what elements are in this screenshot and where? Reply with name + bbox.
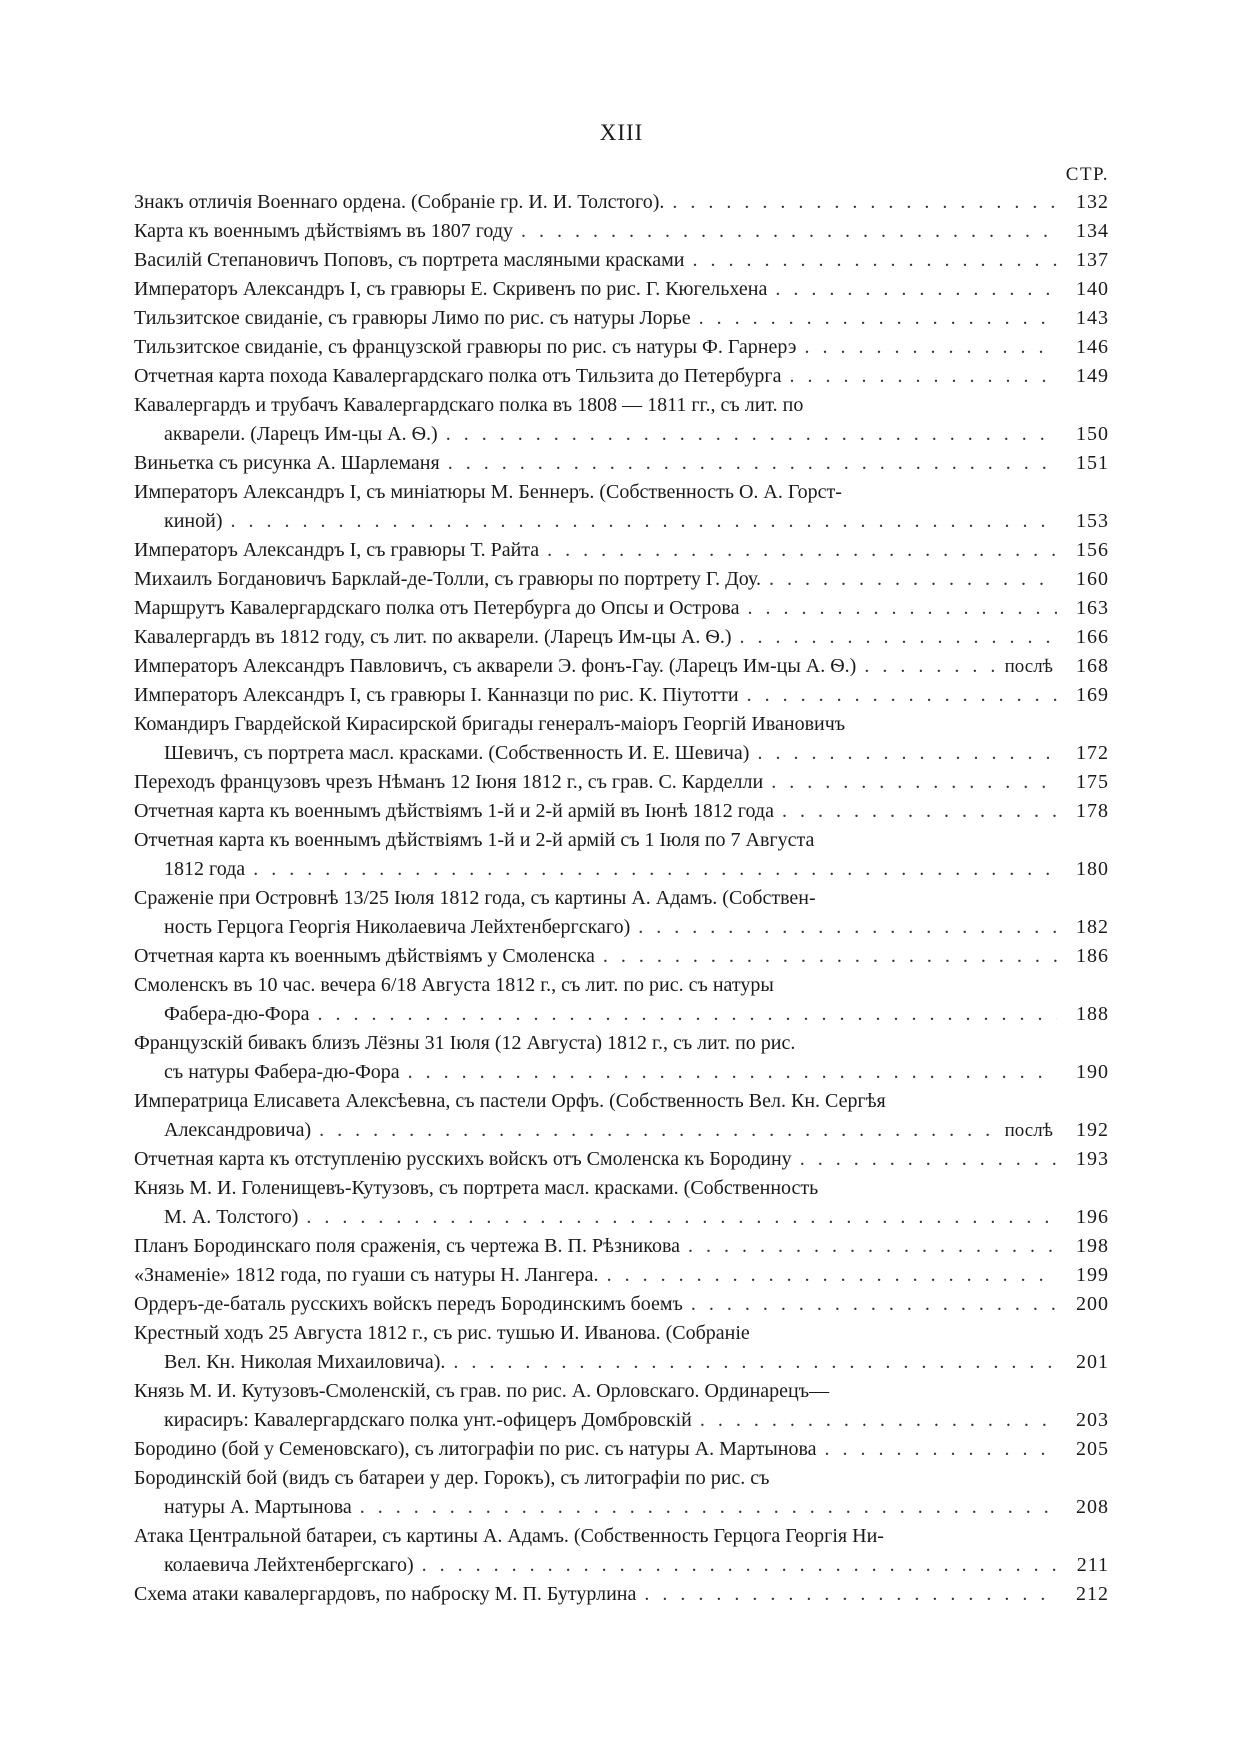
list-item: [134, 1522, 1109, 1580]
dot-leader: [775, 275, 1057, 304]
list-item: [134, 1319, 1109, 1377]
entry-page-number: 166: [1076, 626, 1109, 648]
dot-leader: [769, 565, 1057, 594]
entry-page-number: 200: [1076, 1293, 1109, 1315]
entry-page-number: 203: [1076, 1409, 1109, 1431]
entry-text: Сраженіе при Островнѣ 13/25 Іюля 1812 года, съ картины А. Адамъ. (Собствен-: [134, 887, 816, 909]
entry-title-line: [134, 275, 1109, 304]
entry-text: Кавалергардъ и трубачъ Кавалергардскаго полка въ 1808 — 1811 гг., съ лит. по: [134, 394, 804, 416]
entry-text: Французскій бивакъ близъ Лёзны 31 Іюля (12 Августа) 1812 г., съ лит. по рис.: [134, 1032, 796, 1054]
dot-leader: [408, 1058, 1057, 1087]
dot-leader: [448, 449, 1057, 478]
entry-title-line: [134, 942, 1109, 971]
list-item: [134, 536, 1109, 565]
dot-leader: [603, 942, 1057, 971]
list-item: [134, 1290, 1109, 1319]
dot-leader: [782, 797, 1057, 826]
list-item: [134, 1261, 1109, 1290]
entry-text: Кавалергардъ въ 1812 году, съ лит. по акварели. (Ларецъ Им-цы А. Ѳ.): [134, 626, 732, 648]
entry-title-line: [134, 797, 1109, 826]
list-item: [134, 681, 1109, 710]
list-item: [134, 942, 1109, 971]
dot-leader: [319, 1116, 998, 1145]
entry-text: М. А. Толстого): [164, 1206, 299, 1228]
list-item: [134, 826, 1109, 884]
list-item: [134, 275, 1109, 304]
list-item: [134, 594, 1109, 623]
entry-page-number: 208: [1076, 1496, 1109, 1518]
entry-text: Князь М. И. Кутузовъ-Смоленскій, съ грав. по рис. А. Орловскаго. Ординарецъ—: [134, 1380, 830, 1402]
list-item: [134, 1174, 1109, 1232]
entry-title-line: [134, 536, 1109, 565]
entry-page-number: 140: [1076, 278, 1109, 300]
entry-page-number: 137: [1076, 249, 1109, 271]
entry-text: киной): [164, 510, 223, 532]
entry-page-number: 190: [1076, 1061, 1109, 1083]
entry-page-number: 146: [1076, 336, 1109, 358]
entry-text: Князь М. И. Голенищевъ-Кутузовъ, съ портрета масл. красками. (Собственность: [134, 1177, 819, 1199]
entry-page-number: 178: [1076, 800, 1109, 822]
dot-leader: [771, 768, 1057, 797]
entry-page-number: 168: [1076, 655, 1109, 677]
list-item: [134, 623, 1109, 652]
entry-text: Императоръ Александръ I, съ гравюры Е. Скривенъ по рис. Г. Кюгельхена: [134, 278, 768, 300]
entry-text: ность Герцога Георгія Николаевича Лейхтенбергскаго): [164, 916, 631, 938]
list-item: [134, 1145, 1109, 1174]
entry-text: Императоръ Александръ I, съ гравюры Т. Райта: [134, 539, 540, 561]
column-header-page: СТР.: [1065, 164, 1109, 185]
entry-text: Переходъ французовъ чрезъ Нѣманъ 12 Іюня 1812 г., съ грав. С. Карделли: [134, 771, 764, 793]
entry-page-number: 201: [1076, 1351, 1109, 1373]
entry-title-line: [134, 623, 1109, 652]
entry-text: Императоръ Александръ I, съ гравюры І. Канназци по рис. К. Піутотти: [134, 684, 739, 706]
dot-leader: [547, 536, 1057, 565]
list-item: [134, 1232, 1109, 1261]
dot-leader: [317, 1000, 1057, 1029]
entry-title-line: [134, 1580, 1109, 1609]
entry-text: 1812 года: [164, 858, 246, 880]
entry-page-number: 169: [1076, 684, 1109, 706]
list-item: [134, 1580, 1109, 1609]
entry-continuation-line: [134, 1348, 1109, 1377]
dot-leader: [607, 1261, 1057, 1290]
entry-page-number: 175: [1076, 771, 1109, 793]
dot-leader: [692, 246, 1057, 275]
dot-leader: [825, 1435, 1057, 1464]
dot-leader: [688, 1232, 1057, 1261]
entry-continuation-line: [134, 855, 1109, 884]
entry-page-number: 134: [1076, 220, 1109, 242]
list-item: [134, 971, 1109, 1029]
entry-page-number: 188: [1076, 1003, 1109, 1025]
entry-text: Командиръ Гвардейской Кирасирской бригады генералъ-маіоръ Георгій Ивановичъ: [134, 713, 846, 735]
entry-page-number: 205: [1076, 1438, 1109, 1460]
entry-title-line: [134, 1145, 1109, 1174]
entry-note: послѣ: [1004, 656, 1053, 677]
entry-text: Бородинскій бой (видъ съ батареи у дер. Горокъ), съ литографіи по рис. съ: [134, 1467, 770, 1489]
dot-leader: [757, 739, 1057, 768]
dot-leader: [800, 1145, 1057, 1174]
entry-text: колаевича Лейхтенбергскаго): [164, 1554, 414, 1576]
dot-leader: [747, 681, 1057, 710]
entry-text: Отчетная карта къ военнымъ дѣйствіямъ у Смоленска: [134, 945, 595, 967]
entry-title-line: [134, 1319, 1109, 1348]
entry-page-number: 132: [1076, 191, 1109, 213]
dot-leader: [253, 855, 1057, 884]
list-item: [134, 391, 1109, 449]
dot-leader: [446, 420, 1057, 449]
dot-leader: [747, 594, 1057, 623]
entry-text: кирасиръ: Кавалергардскаго полка унт.-офицеръ Домбровскій: [164, 1409, 692, 1431]
entry-page-number: 182: [1076, 916, 1109, 938]
entry-text: Знакъ отличія Военнаго ордена. (Собраніе гр. И. И. Толстого).: [134, 191, 665, 213]
entry-page-number: 212: [1076, 1583, 1109, 1605]
entry-page-number: 156: [1076, 539, 1109, 561]
entry-page-number: 198: [1076, 1235, 1109, 1257]
list-item: [134, 449, 1109, 478]
entry-text: акварели. (Ларецъ Им-цы А. Ѳ.): [164, 423, 438, 445]
entry-continuation-line: [134, 1493, 1109, 1522]
entry-text: Отчетная карта къ военнымъ дѣйствіямъ 1-й и 2-й армій съ 1 Іюля по 7 Августа: [134, 829, 815, 851]
dot-leader: [453, 1348, 1057, 1377]
list-item: [134, 304, 1109, 333]
entry-title-line: [134, 1377, 1109, 1406]
entry-title-line: [134, 246, 1109, 275]
entry-title-line: [134, 1232, 1109, 1261]
entry-text: Императоръ Александръ Павловичъ, съ акварели Э. фонъ-Гау. (Ларецъ Им-цы А. Ѳ.): [134, 655, 857, 677]
dot-leader: [699, 304, 1057, 333]
entry-text: Планъ Бородинскаго поля сраженія, съ чертежа В. П. Рѣзникова: [134, 1235, 681, 1257]
entry-title-line: [134, 884, 1109, 913]
entry-text: Атака Центральной батареи, съ картины А. Адамъ. (Собственность Герцога Георгія Ни-: [134, 1525, 884, 1547]
entry-text: Крестный ходъ 25 Августа 1812 г., съ рис. тушью И. Иванова. (Собраніе: [134, 1322, 750, 1344]
entry-text: Ордеръ-де-баталь русскихъ войскъ передъ Бородинскимъ боемъ: [134, 1293, 683, 1315]
entry-title-line: [134, 594, 1109, 623]
list-item: [134, 710, 1109, 768]
entry-title-line: [134, 449, 1109, 478]
entry-title-line: [134, 333, 1109, 362]
entry-text: Маршрутъ Кавалергардскаго полка отъ Петербурга до Опсы и Острова: [134, 597, 740, 619]
entry-continuation-line: [134, 420, 1109, 449]
list-item: [134, 246, 1109, 275]
entry-text: Шевичъ, съ портрета масл. красками. (Собственность И. Е. Шевича): [164, 742, 750, 764]
entry-title-line: [134, 1029, 1109, 1058]
entry-title-line: [134, 565, 1109, 594]
entry-title-line: [134, 478, 1109, 507]
entry-text: Смоленскъ въ 10 час. вечера 6/18 Августа 1812 г., съ лит. по рис. съ натуры: [134, 974, 774, 996]
entry-text: Тильзитское свиданіе, съ французской гравюры по рис. съ натуры Ф. Гарнерэ: [134, 336, 797, 358]
entry-page-number: 186: [1076, 945, 1109, 967]
entry-text: Вел. Кн. Николая Михаиловича).: [164, 1351, 446, 1373]
entry-title-line: [134, 826, 1109, 855]
entry-title-line: [134, 188, 1109, 217]
entry-title-line: [134, 304, 1109, 333]
list-item: [134, 1464, 1109, 1522]
entry-page-number: 192: [1076, 1119, 1109, 1141]
entry-title-line: [134, 1290, 1109, 1319]
dot-leader: [804, 333, 1057, 362]
entry-text: Карта къ военнымъ дѣйствіямъ въ 1807 году: [134, 220, 514, 242]
page-number: XIII: [599, 120, 644, 145]
dot-leader: [700, 1406, 1057, 1435]
entry-page-number: 211: [1076, 1554, 1109, 1576]
entry-continuation-line: [134, 913, 1109, 942]
entry-title-line: [134, 1261, 1109, 1290]
entry-text: Императрица Елисавета Алексѣевна, съ пастели Орфъ. (Собственность Вел. Кн. Сергѣя: [134, 1090, 886, 1112]
list-item: [134, 1029, 1109, 1087]
list-item: [134, 884, 1109, 942]
dot-leader: [672, 188, 1057, 217]
entry-text: Александровича): [164, 1119, 312, 1141]
entry-text: Схема атаки кавалергардовъ, по наброску М. П. Бутурлина: [134, 1583, 637, 1605]
entry-title-line: [134, 1464, 1109, 1493]
entry-page-number: 149: [1076, 365, 1109, 387]
entry-continuation-line: [134, 507, 1109, 536]
entry-page-number: 150: [1076, 423, 1109, 445]
entry-continuation-line: [134, 739, 1109, 768]
entry-page-number: 151: [1076, 452, 1109, 474]
entry-text: Отчетная карта къ военнымъ дѣйствіямъ 1-й и 2-й армій въ Іюнѣ 1812 года: [134, 800, 774, 822]
list-item: [134, 565, 1109, 594]
entry-text: Бородино (бой у Семеновскаго), съ литографіи по рис. съ натуры А. Мартынова: [134, 1438, 817, 1460]
list-item: [134, 1377, 1109, 1435]
list-item: [134, 362, 1109, 391]
entry-text: Фабера-дю-Фора: [164, 1003, 310, 1025]
dot-leader: [422, 1551, 1057, 1580]
list-item: [134, 797, 1109, 826]
entry-continuation-line: [134, 1000, 1109, 1029]
dot-leader: [691, 1290, 1057, 1319]
entry-title-line: [134, 1174, 1109, 1203]
entry-title-line: [134, 681, 1109, 710]
entry-text: Виньетка съ рисунка А. Шарлеманя: [134, 452, 440, 474]
entry-title-line: [134, 1522, 1109, 1551]
entry-title-line: [134, 971, 1109, 1000]
entry-title-line: [134, 1435, 1109, 1464]
entry-text: Михаилъ Богдановичъ Барклай-де-Толли, съ гравюры по портрету Г. Доу.: [134, 568, 762, 590]
entry-page-number: 163: [1076, 597, 1109, 619]
list-item: [134, 188, 1109, 217]
entry-page-number: 196: [1076, 1206, 1109, 1228]
entry-title-line: [134, 710, 1109, 739]
entry-note: послѣ: [1004, 1120, 1053, 1141]
entry-title-line: [134, 768, 1109, 797]
entry-page-number: 143: [1076, 307, 1109, 329]
entry-continuation-line: [134, 1058, 1109, 1087]
list-item: [134, 652, 1109, 681]
dot-leader: [789, 362, 1057, 391]
illustrations-list: [134, 188, 1109, 1609]
dot-leader: [644, 1580, 1057, 1609]
entry-continuation-line: [134, 1116, 1109, 1145]
dot-leader: [231, 507, 1058, 536]
entry-continuation-line: [134, 1406, 1109, 1435]
list-item: [134, 1435, 1109, 1464]
list-item: [134, 333, 1109, 362]
entry-title-line: [134, 217, 1109, 246]
dot-leader: [638, 913, 1057, 942]
entry-text: Василій Степановичъ Поповъ, съ портрета масляными красками: [134, 249, 685, 271]
dot-leader: [864, 652, 998, 681]
entry-text: Императоръ Александръ I, съ миніатюры М. Беннеръ. (Собственность О. А. Горст-: [134, 481, 842, 503]
entry-page-number: 153: [1076, 510, 1109, 532]
entry-page-number: 180: [1076, 858, 1109, 880]
entry-page-number: 160: [1076, 568, 1109, 590]
entry-text: Тильзитское свиданіе, съ гравюры Лимо по рис. съ натуры Лорье: [134, 307, 691, 329]
list-item: [134, 217, 1109, 246]
list-item: [134, 478, 1109, 536]
entry-title-line: [134, 652, 1109, 681]
entry-page-number: 199: [1076, 1264, 1109, 1286]
entry-text: Отчетная карта къ отступленію русскихъ войскъ отъ Смоленска къ Бородину: [134, 1148, 792, 1170]
entry-text: съ натуры Фабера-дю-Фора: [164, 1061, 400, 1083]
list-item: [134, 1087, 1109, 1145]
dot-leader: [521, 217, 1057, 246]
list-item: [134, 768, 1109, 797]
entry-text: «Знаменіе» 1812 года, по гуаши съ натуры Н. Лангера.: [134, 1264, 599, 1286]
entry-continuation-line: [134, 1203, 1109, 1232]
entry-text: натуры А. Мартынова: [164, 1496, 352, 1518]
dot-leader: [740, 623, 1058, 652]
entry-title-line: [134, 391, 1109, 420]
entry-page-number: 193: [1076, 1148, 1109, 1170]
entry-title-line: [134, 362, 1109, 391]
entry-continuation-line: [134, 1551, 1109, 1580]
dot-leader: [306, 1203, 1057, 1232]
entry-text: Отчетная карта похода Кавалергардскаго полка отъ Тильзита до Петербурга: [134, 365, 782, 387]
entry-page-number: 172: [1076, 742, 1109, 764]
dot-leader: [360, 1493, 1057, 1522]
entry-title-line: [134, 1087, 1109, 1116]
